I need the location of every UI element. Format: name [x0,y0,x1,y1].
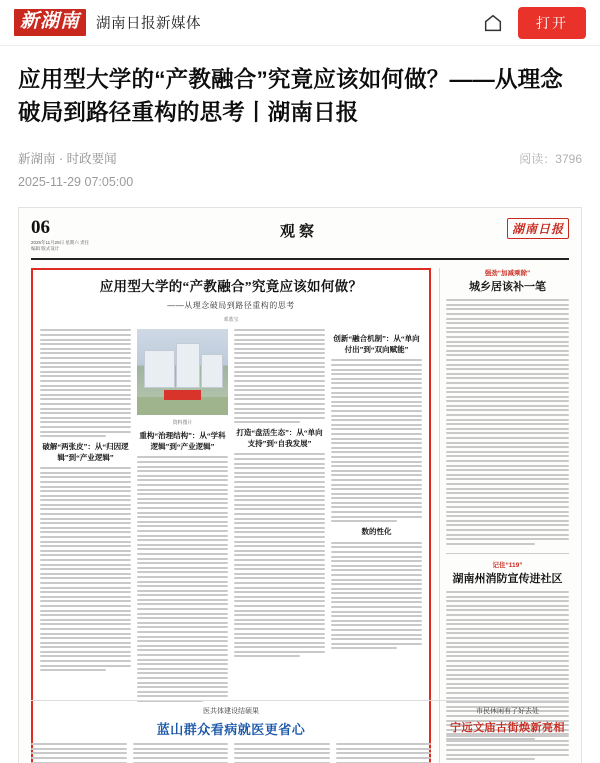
newspaper-scan [18,207,582,763]
newspaper-header [31,218,569,260]
body-text-block [331,542,422,650]
newspaper-side-column [439,268,569,763]
side-title-1: 城乡居该补一笔 [469,280,546,293]
newspaper-masthead: 湖南日报 [507,218,569,239]
newspaper-column-2 [137,329,228,704]
article-source: 新湖南 · 时政要闻 [18,152,117,167]
bottom-column [31,743,127,763]
newspaper-subhead-5: 数的性化 [361,527,392,537]
side-kicker-2: 记住“119” [492,561,523,569]
side-kicker-1: 强劲“加减乘除” [484,269,531,277]
bottom-columns [31,743,431,763]
newspaper-subhead-3: 打造“盘活生态”：从“单向支持”到“自我发展” [236,428,323,448]
page-number: 06 [31,217,50,239]
newspaper-column-3 [234,329,325,704]
body-text-block [40,329,131,437]
body-text-block [137,456,228,701]
newspaper-subhead-1: 破解“两张皮”：从“归因逻辑”到“产业逻辑” [42,442,129,462]
newspaper-column-4 [331,329,422,704]
brand-logo[interactable]: 新湖南 [14,9,86,36]
newspaper-article-subtitle: ——从理念破局到路径重构的思考 [167,301,295,311]
top-bar-actions [482,7,586,39]
body-text-block [40,467,131,671]
bottom-title: 蓝山群众看病就医更省心 [156,722,306,738]
page-title: 应用型大学的“产教融合”究竟应该如何做？——从理念破局到路径重构的思考丨湖南日报 [18,67,564,125]
body-text-block [331,359,422,522]
body-text-block [446,735,569,760]
newspaper-photo-caption: 资料图片 [172,420,193,427]
bottom-kicker: 医共体建设结硕果 [203,708,259,716]
highlighted-article [31,268,431,763]
newspaper-subhead-4: 创新“融合机制”：从“单向付出”到“双向赋能” [333,334,420,354]
brand-subtitle: 湖南日报新媒体 [96,16,202,32]
bottom-column [234,743,330,763]
newspaper-article-byline: 邓蓝宝 [223,317,239,324]
read-count: 阅读：3796 [519,152,582,167]
article-header [0,46,600,189]
newspaper-article-title: 应用型大学的“产教融合”究竟应该如何做？ [99,278,363,294]
side-kicker-3: 市民休闲有了好去处 [476,708,539,716]
newspaper-date: 2025年11月29日 星期六 责任编辑 版式设计 [31,240,90,252]
bottom-side-article [439,706,569,763]
bottom-column [336,743,432,763]
newspaper-photo [137,329,228,415]
bottom-column [133,743,229,763]
article-meta [18,149,582,167]
newspaper-body [31,268,569,763]
side-title-2: 湖南州消防宣传进社区 [452,572,563,585]
newspaper-subhead-2: 重构“治理结构”：从“学科逻辑”到“产业逻辑” [139,431,226,451]
article-date: 2025-11-29 07:05:00 [18,175,134,190]
top-bar [0,0,600,46]
body-text-block [234,453,325,657]
newspaper-bottom-strip [31,700,569,763]
body-text-block [446,299,569,544]
newspaper-column-1 [40,329,131,704]
side-title-3: 宁远文庙古街焕新亮相 [450,722,565,735]
newspaper-columns [40,329,422,704]
body-text-block [234,329,325,423]
bottom-main-article [31,706,431,763]
newspaper-section-title: 观察 [279,224,318,241]
open-button[interactable]: 打开 [518,7,586,39]
home-icon[interactable] [482,12,504,34]
